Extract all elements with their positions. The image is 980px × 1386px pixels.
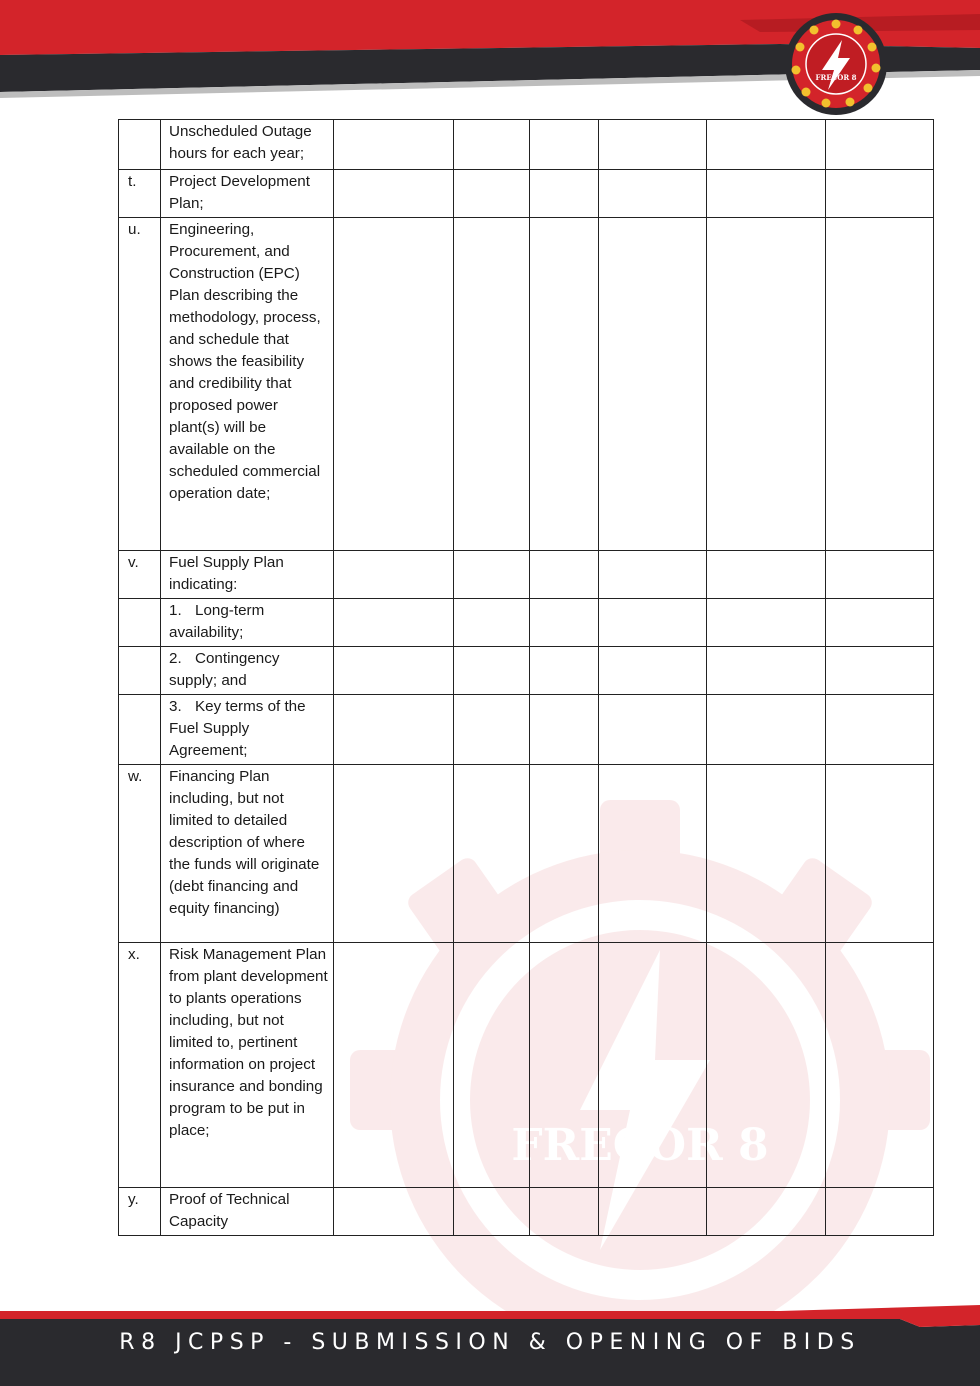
blank-cell — [826, 943, 934, 1188]
table-row — [119, 551, 934, 599]
blank-cell — [334, 170, 454, 218]
blank-cell — [530, 599, 599, 647]
item-letter: y. — [119, 1188, 161, 1236]
blank-cell — [334, 647, 454, 695]
blank-cell — [530, 1188, 599, 1236]
blank-cell — [599, 599, 707, 647]
blank-cell — [454, 1188, 530, 1236]
footer-title: R8 JCPSP - SUBMISSION & OPENING OF BIDS — [119, 1330, 861, 1355]
item-letter — [119, 647, 161, 695]
item-letter: t. — [119, 170, 161, 218]
blank-cell — [707, 647, 826, 695]
blank-cell — [454, 551, 530, 599]
table-row — [119, 170, 934, 218]
table-row — [119, 765, 934, 943]
item-description: Proof of Technical Capacity — [161, 1188, 334, 1236]
item-description: Project Development Plan; — [161, 170, 334, 218]
item-description: Fuel Supply Plan indicating: — [161, 551, 334, 599]
blank-cell — [599, 765, 707, 943]
blank-cell — [707, 943, 826, 1188]
blank-cell — [530, 765, 599, 943]
item-description — [161, 647, 334, 695]
table-row — [119, 943, 934, 1188]
blank-cell — [530, 943, 599, 1188]
item-description — [161, 599, 334, 647]
blank-cell — [530, 170, 599, 218]
blank-cell — [707, 551, 826, 599]
blank-cell — [530, 647, 599, 695]
blank-cell — [599, 218, 707, 551]
blank-cell — [826, 120, 934, 170]
blank-cell — [334, 1188, 454, 1236]
item-letter: x. — [119, 943, 161, 1188]
watermark-text: FRECOR 8 — [511, 1120, 769, 1171]
blank-cell — [826, 647, 934, 695]
sub-item-number: 2. — [169, 650, 182, 667]
blank-cell — [707, 765, 826, 943]
table-row — [119, 695, 934, 765]
blank-cell — [334, 695, 454, 765]
blank-cell — [599, 170, 707, 218]
blank-cell — [530, 551, 599, 599]
blank-cell — [334, 599, 454, 647]
blank-cell — [454, 120, 530, 170]
blank-cell — [454, 765, 530, 943]
table-row — [119, 218, 934, 551]
item-letter: v. — [119, 551, 161, 599]
blank-cell — [530, 695, 599, 765]
sub-item-text: Long-term availability; — [169, 602, 265, 641]
blank-cell — [826, 218, 934, 551]
blank-cell — [334, 765, 454, 943]
blank-cell — [707, 599, 826, 647]
table-row — [119, 120, 934, 170]
blank-cell — [707, 120, 826, 170]
blank-cell — [599, 647, 707, 695]
item-letter — [119, 599, 161, 647]
logo-text: FRECOR 8 — [815, 73, 857, 82]
blank-cell — [530, 120, 599, 170]
blank-cell — [599, 1188, 707, 1236]
item-letter — [119, 120, 161, 170]
blank-cell — [599, 551, 707, 599]
item-letter: w. — [119, 765, 161, 943]
blank-cell — [826, 1188, 934, 1236]
sub-item-number: 3. — [169, 698, 182, 715]
table-row — [119, 599, 934, 647]
item-description: Unscheduled Outage hours for each year; — [161, 120, 334, 170]
sub-item-text: Contingency supply; and — [169, 650, 280, 689]
item-description: Engineering, Procurement, and Construction (EPC) Plan describing the methodology, process, and schedule that shows the feasibility and credibility that proposed power plant(s) will be available on the scheduled commercial operation date; — [161, 218, 334, 551]
blank-cell — [826, 551, 934, 599]
item-description — [161, 695, 334, 765]
blank-cell — [454, 218, 530, 551]
blank-cell — [599, 120, 707, 170]
item-description: Risk Management Plan from plant development to plants operations including, but not limited to, pertinent information on project insurance and bonding program to be put in place; — [161, 943, 334, 1188]
blank-cell — [826, 170, 934, 218]
table-row — [119, 647, 934, 695]
frecor8-seal-icon — [784, 12, 888, 116]
blank-cell — [599, 943, 707, 1188]
blank-cell — [454, 170, 530, 218]
blank-cell — [826, 765, 934, 943]
bid-requirements-table — [118, 119, 934, 1236]
blank-cell — [826, 599, 934, 647]
item-description: Financing Plan including, but not limited to detailed description of where the funds will originate (debt financing and equity financing) — [161, 765, 334, 943]
item-letter: u. — [119, 218, 161, 551]
blank-cell — [707, 695, 826, 765]
blank-cell — [334, 551, 454, 599]
blank-cell — [334, 218, 454, 551]
blank-cell — [530, 218, 599, 551]
blank-cell — [334, 120, 454, 170]
blank-cell — [707, 170, 826, 218]
blank-cell — [454, 647, 530, 695]
table-row — [119, 1188, 934, 1236]
blank-cell — [707, 218, 826, 551]
blank-cell — [826, 695, 934, 765]
blank-cell — [334, 943, 454, 1188]
blank-cell — [454, 599, 530, 647]
item-letter — [119, 695, 161, 765]
blank-cell — [454, 695, 530, 765]
blank-cell — [454, 943, 530, 1188]
sub-item-number: 1. — [169, 602, 182, 619]
sub-item-text: Key terms of the Fuel Supply Agreement; — [169, 698, 306, 759]
blank-cell — [707, 1188, 826, 1236]
blank-cell — [599, 695, 707, 765]
